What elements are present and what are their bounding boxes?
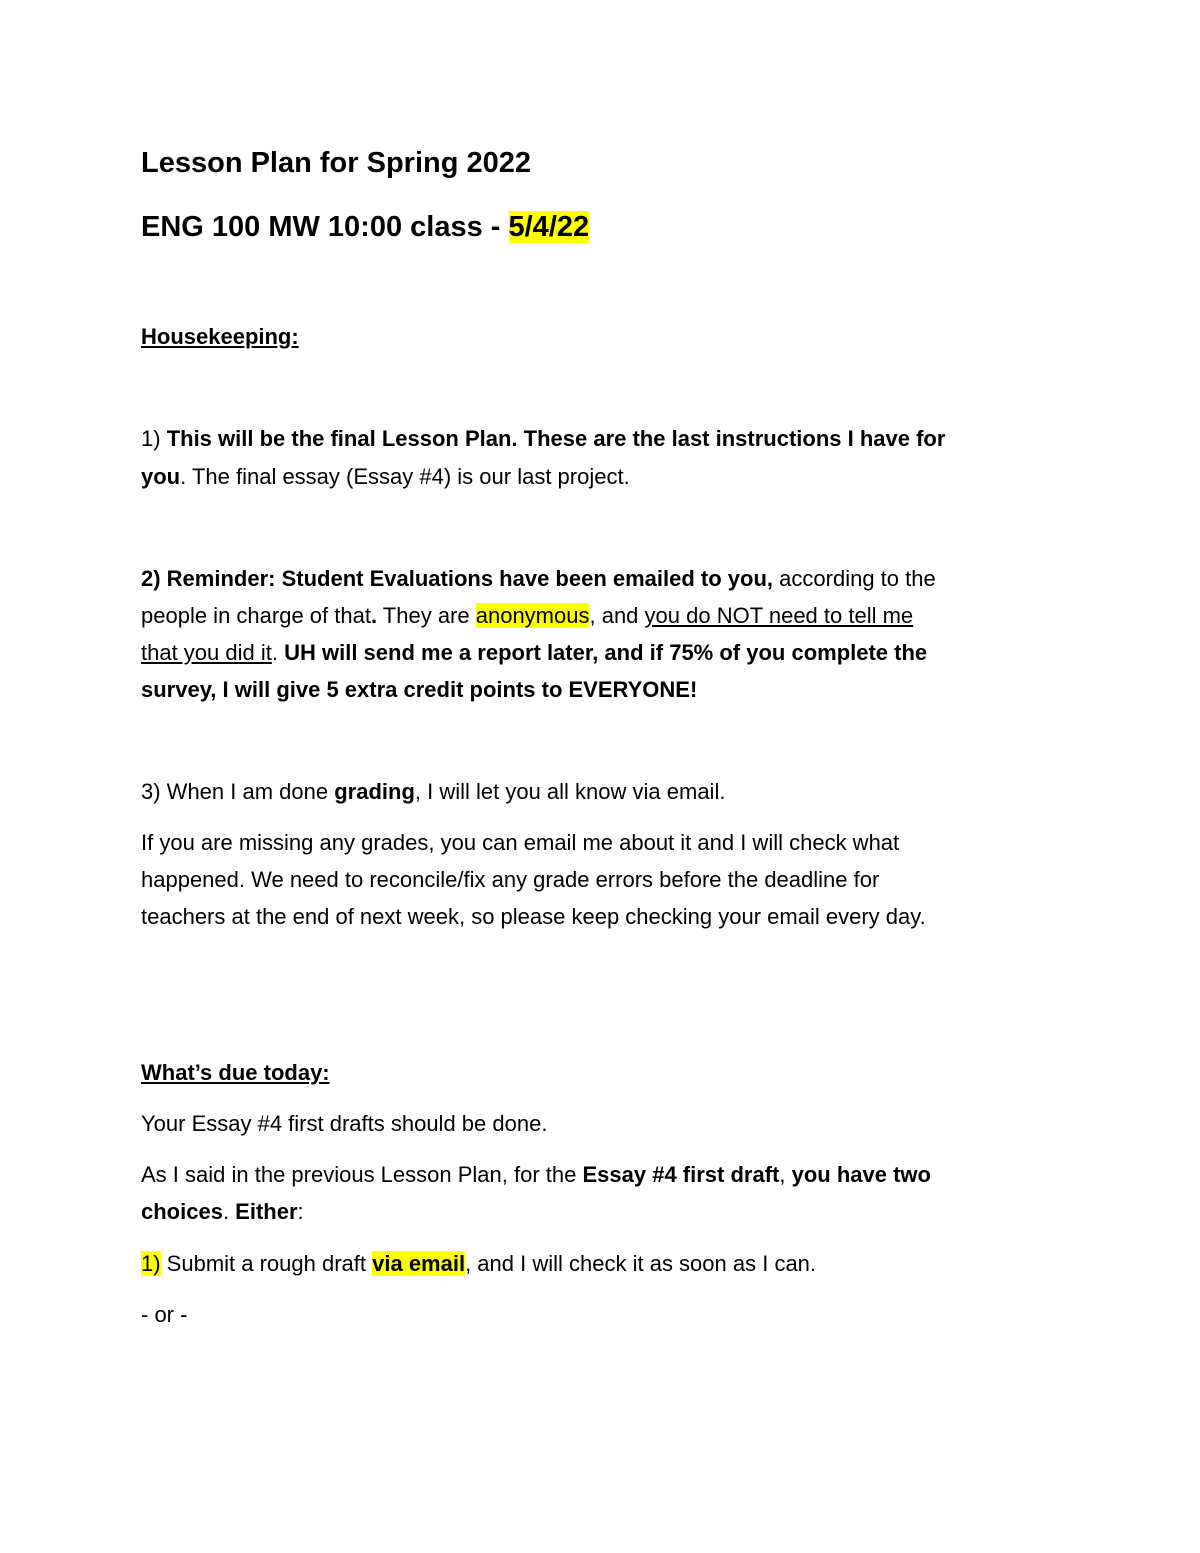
or-separator: - or - bbox=[141, 1302, 188, 1327]
page-title: Lesson Plan for Spring 2022 bbox=[141, 147, 531, 179]
item3-para-line1: If you are missing any grades, you can email me about it and I will check what bbox=[141, 830, 900, 855]
item1-line1: 1) This will be the final Lesson Plan. These are the last instructions I have for bbox=[141, 426, 946, 451]
due-line2: As I said in the previous Lesson Plan, for the Essay #4 first draft, you have two bbox=[141, 1162, 931, 1187]
housekeeping-heading: Housekeeping: bbox=[141, 324, 299, 349]
item2-line3: that you did it. UH will send me a report later, and if 75% of you complete the bbox=[141, 640, 928, 665]
item1-line2: you. The final essay (Essay #4) is our last project. bbox=[141, 464, 630, 489]
due-line3: choices. Either: bbox=[141, 1199, 304, 1224]
due-line1: Your Essay #4 first drafts should be done. bbox=[141, 1111, 548, 1136]
item3-para-line3: teachers at the end of next week, so please keep checking your email every day. bbox=[141, 904, 926, 929]
anonymous-highlight: anonymous bbox=[475, 603, 590, 628]
via-email-highlight: via email bbox=[372, 1251, 466, 1276]
page-subtitle: ENG 100 MW 10:00 class - 5/4/22 bbox=[141, 211, 590, 243]
date-highlight: 5/4/22 bbox=[508, 211, 590, 243]
option1-number-highlight: 1) bbox=[141, 1251, 161, 1276]
due-today-heading: What’s due today: bbox=[141, 1060, 330, 1085]
item3-line1: 3) When I am done grading, I will let you all know via email. bbox=[141, 779, 726, 804]
item2-line4: survey, I will give 5 extra credit points to EVERYONE! bbox=[141, 677, 698, 702]
item3-para-line2: happened. We need to reconcile/fix any grade errors before the deadline for bbox=[141, 867, 880, 892]
item2-line2: people in charge of that. They are anonymous, and you do NOT need to tell me bbox=[141, 603, 914, 628]
item2-line1: 2) Reminder: Student Evaluations have been emailed to you, according to the bbox=[141, 566, 936, 591]
option1-line: 1) Submit a rough draft via email, and I will check it as soon as I can. bbox=[141, 1251, 817, 1276]
